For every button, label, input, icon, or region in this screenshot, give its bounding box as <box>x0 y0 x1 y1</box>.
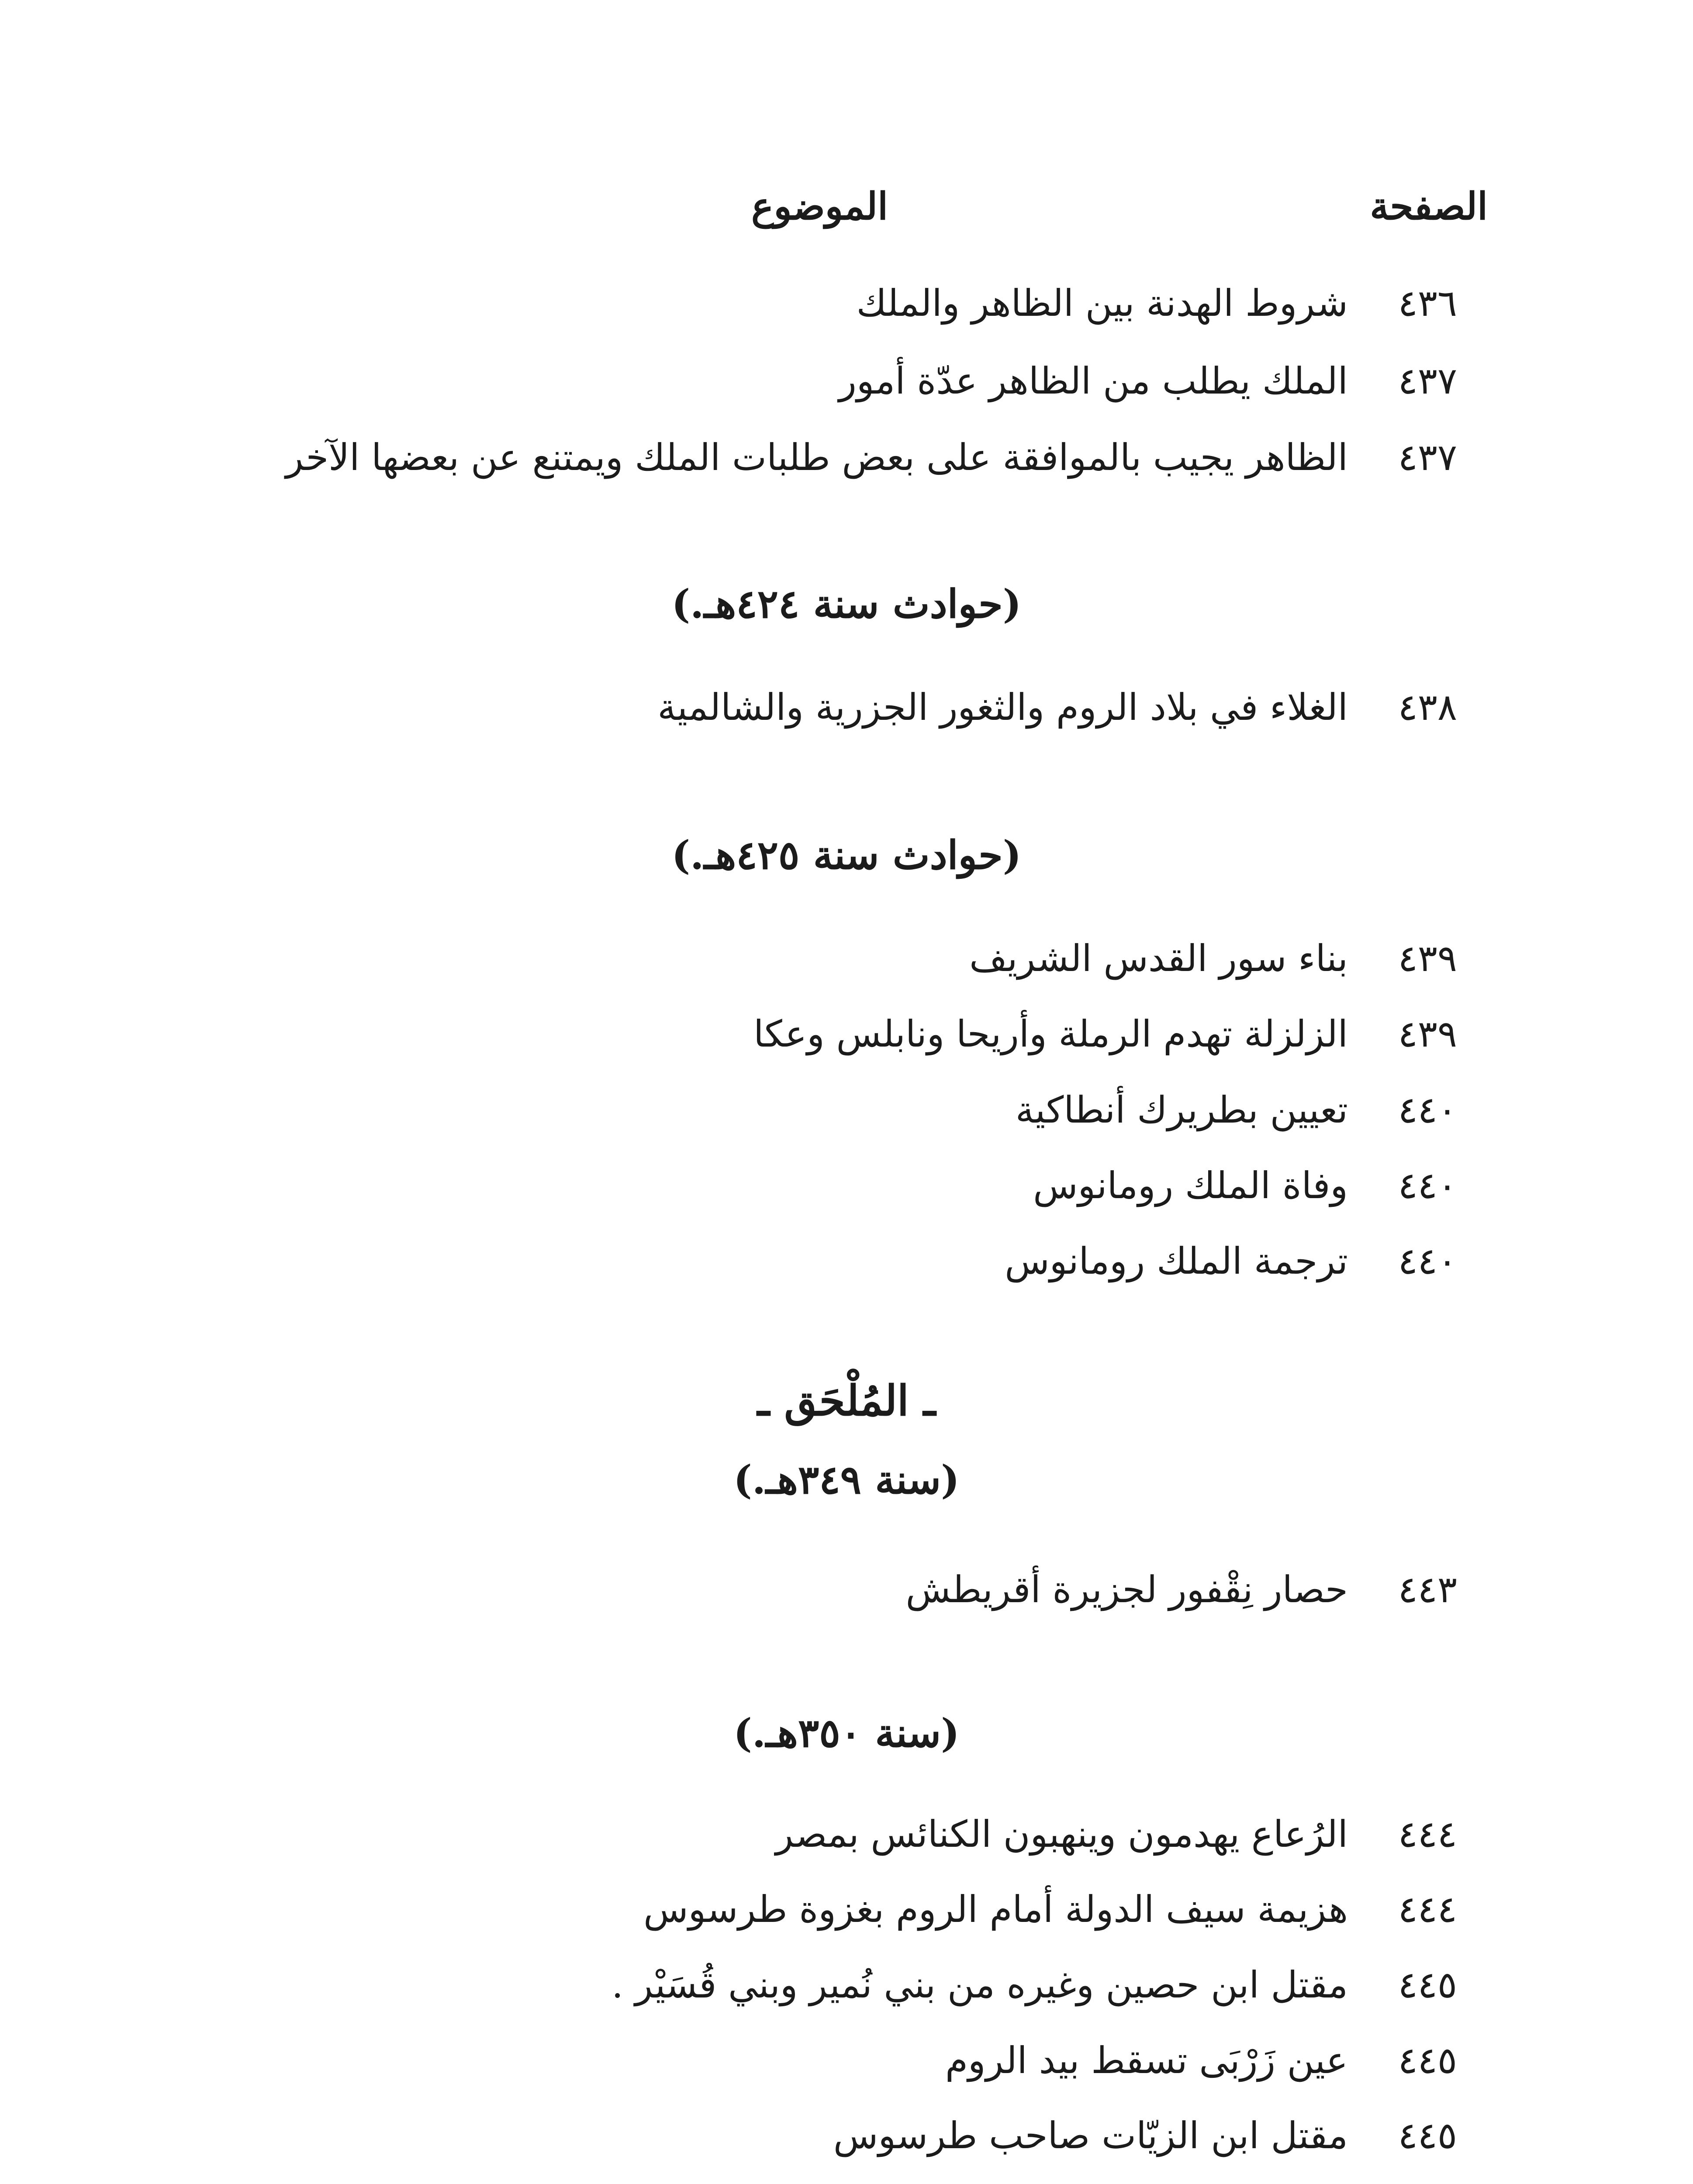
toc-page-number: ٤٤٥ <box>1398 2114 1457 2157</box>
appendix-heading: ـ المُلْحَق ـ <box>757 1376 936 1425</box>
toc-entry-title: تعيين بطريرك أنطاكية <box>1015 1089 1348 1131</box>
toc-row <box>857 282 1457 325</box>
column-header-topic: الموضوع <box>751 184 888 228</box>
toc-entry-title: الزلزلة تهدم الرملة وأريحا ونابلس وعكا <box>753 1013 1348 1055</box>
toc-page-number: ٤٤٥ <box>1398 2039 1457 2082</box>
toc-page-number: ٤٤٠ <box>1398 1164 1457 1207</box>
toc-row <box>286 436 1457 479</box>
toc-row <box>753 1013 1457 1055</box>
column-header-page: الصفحة <box>1370 184 1488 228</box>
toc-row <box>945 2039 1457 2082</box>
toc-entry-title: مقتل ابن الزيّات صاحب طرسوس <box>833 2114 1348 2157</box>
toc-entry-title: مقتل ابن حصين وغيره من بني نُمير وبني قُسَيْر . <box>612 1963 1348 2006</box>
toc-page-number: ٤٤٣ <box>1398 1568 1457 1611</box>
toc-row <box>906 1568 1457 1611</box>
toc-row <box>969 937 1457 980</box>
section-heading: (حوادث سنة ٤٢٤هـ.) <box>671 581 1022 627</box>
toc-row <box>1016 1089 1457 1131</box>
toc-entry-title: بناء سور القدس الشريف <box>969 937 1348 980</box>
toc-row <box>643 1888 1457 1931</box>
section-heading: (سنة ٣٥٠هـ.) <box>733 1710 960 1756</box>
toc-row <box>833 2114 1457 2157</box>
toc-entry-title: الرُعاع يهدمون وينهبون الكنائس بمصر <box>775 1813 1348 1856</box>
toc-page-number: ٤٣٩ <box>1398 937 1457 980</box>
toc-entry-title: عين زَرْبَى تسقط بيد الروم <box>945 2039 1348 2082</box>
toc-page-number: ٤٣٦ <box>1398 282 1457 325</box>
toc-page-number: ٤٤٤ <box>1398 1813 1457 1856</box>
toc-row <box>776 1813 1458 1856</box>
toc-page-number: ٤٤٠ <box>1398 1240 1457 1282</box>
toc-entry-title: الظاهر يجيب بالموافقة على بعض طلبات الملك ويمتنع عن بعضها الآخر <box>285 436 1348 479</box>
toc-page-number: ٤٣٧ <box>1398 359 1457 402</box>
section-heading: (سنة ٣٤٩هـ.) <box>733 1457 960 1503</box>
toc-page-number: ٤٤٥ <box>1398 1963 1457 2006</box>
toc-row <box>657 686 1457 729</box>
toc-entry-title: ترجمة الملك رومانوس <box>1005 1240 1348 1282</box>
section-heading: (حوادث سنة ٤٢٥هـ.) <box>671 832 1022 878</box>
toc-page-number: ٤٣٨ <box>1398 686 1457 729</box>
toc-page-number: ٤٤٤ <box>1398 1888 1457 1931</box>
toc-page-number: ٤٣٧ <box>1398 436 1457 479</box>
toc-entry-title: هزيمة سيف الدولة أمام الروم بغزوة طرسوس <box>643 1888 1348 1931</box>
toc-entry-title: وفاة الملك رومانوس <box>1033 1164 1348 1207</box>
toc-entry-title: شروط الهدنة بين الظاهر والملك <box>856 282 1348 325</box>
toc-row <box>839 359 1457 402</box>
toc-entry-title: الملك يطلب من الظاهر عدّة أمور <box>839 359 1348 402</box>
toc-entry-title: الغلاء في بلاد الروم والثغور الجزرية والشالمية <box>657 686 1348 729</box>
toc-page-number: ٤٣٩ <box>1398 1013 1457 1055</box>
toc-row <box>1033 1164 1457 1207</box>
toc-row <box>1005 1240 1457 1282</box>
toc-entry-title: حصار نِقْفور لجزيرة أقريطش <box>905 1568 1348 1611</box>
toc-row <box>612 1963 1457 2006</box>
toc-page-number: ٤٤٠ <box>1398 1089 1457 1131</box>
